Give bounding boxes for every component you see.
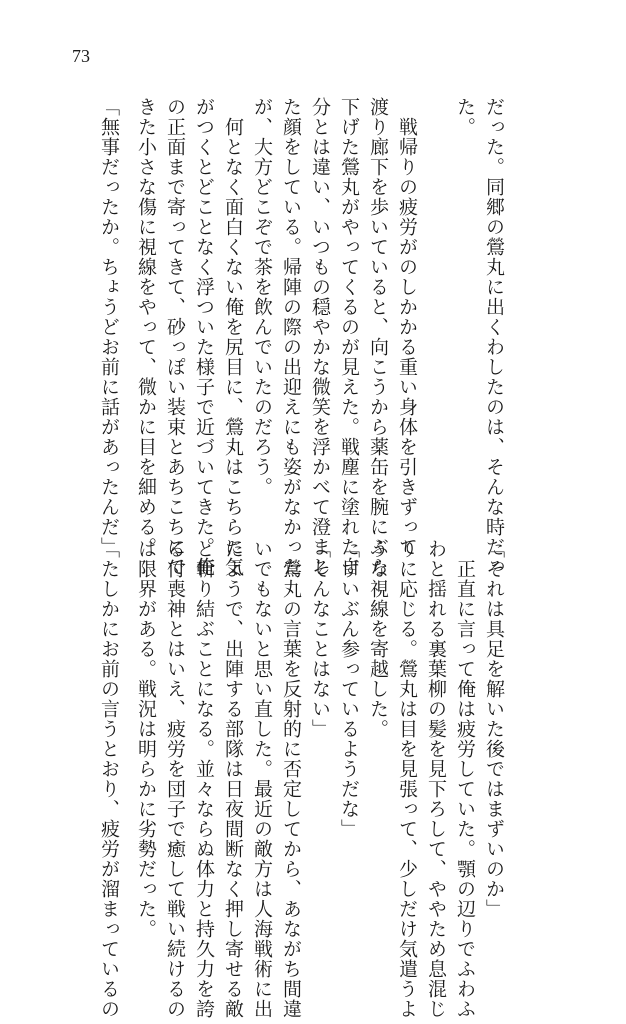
text-column: 何となく面白くない俺を尻目に、鶯丸はこちらに気 — [222, 97, 244, 577]
text-column: 「ずいぶん参っているようだな」 — [338, 539, 360, 839]
text-column: がつくとどことなく浮ついた様子で近づいてきた。俺 — [193, 97, 215, 577]
text-column: 「そんなことはない」 — [309, 539, 331, 739]
text-column: 正直に言って俺は疲労していた。顎の辺りでふわふ — [454, 539, 476, 1019]
text-column: うな視線を寄越した。 — [367, 539, 389, 739]
text-column: たようで、出陣する部隊は日夜間断なく押し寄せる敵 — [222, 539, 244, 1019]
text-column: の正面まで寄ってきて、砂っぽい装束とあちこちにで — [164, 97, 186, 577]
text-column: た。 — [454, 97, 476, 137]
text-column: は限界がある。戦況は明らかに劣勢だった。 — [135, 539, 157, 939]
text-column: 下げた鶯丸がやってくるのが見えた。戦塵に塗れた自 — [338, 97, 360, 577]
text-column: が、大方どこぞで茶を飲んでいたのだろう。 — [251, 97, 273, 497]
text-column: 「無事だったか。ちょうどお前に話があったんだ」 — [98, 97, 120, 557]
text-column: 鶯丸の言葉を反射的に否定してから、あながち間違 — [280, 539, 302, 1019]
text-column: 戦帰りの疲労がのしかかる重い身体を引きずって — [396, 97, 418, 557]
text-column: と斬り結ぶことになる。並々ならぬ体力と持久力を誇 — [193, 539, 215, 1019]
text-column: 「それは具足を解いた後ではまずいのか」 — [483, 539, 505, 919]
text-column: きた小さな傷に視線をやって、微かに目を細める。 — [135, 97, 157, 557]
text-column: 「たしかにお前の言うとおり、疲労が溜まっているの — [98, 539, 120, 1019]
text-column: 渡り廊下を歩いていると、向こうから薬缶を腕にぶら — [367, 97, 389, 577]
text-column: だった。同郷の鶯丸に出くわしたのは、そんな時だっ — [483, 97, 505, 577]
text-column: る付喪神とはいえ、疲労を団子で癒して戦い続けるの — [164, 539, 186, 1019]
text-column: りに応じる。鶯丸は目を見張って、少しだけ気遣うよ — [396, 539, 418, 1019]
text-column: わと揺れる裏葉柳の髪を見下ろして、ややため息混じ — [425, 539, 447, 1019]
text-column: いでもないと思い直した。最近の敵方は人海戦術に出 — [251, 539, 273, 1019]
text-column: た顔をしている。帰陣の際の出迎えにも姿がなかった — [280, 97, 302, 577]
text-column: 分とは違い、いつもの穏やかな微笑を浮かべて澄まし — [309, 97, 331, 577]
page-number: 73 — [72, 46, 90, 66]
